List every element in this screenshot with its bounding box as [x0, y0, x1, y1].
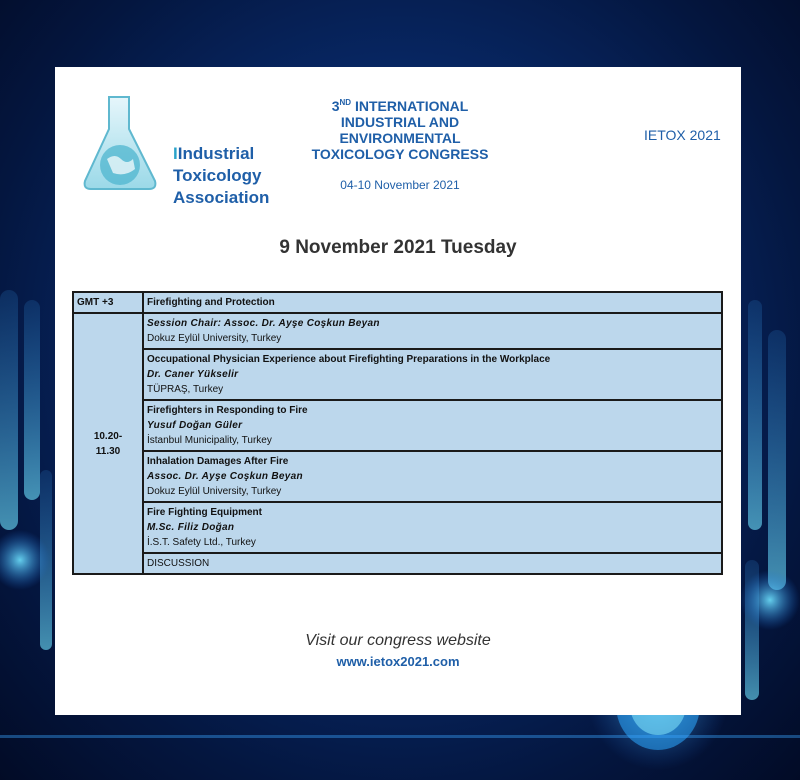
talk-speaker: Yusuf Doğan Güler [147, 420, 243, 431]
session-title-cell: Firefighting and Protection [143, 292, 722, 313]
talk-cell [143, 502, 722, 553]
talk-title: Occupational Physician Experience about Firefighting Preparations in the Workplace [147, 354, 551, 365]
talk-speaker: M.Sc. Filiz Doğan [147, 522, 235, 533]
program-card [55, 67, 741, 715]
talk-affiliation: İstanbul Municipality, Turkey [147, 435, 272, 446]
left-test-tubes-icon [0, 290, 52, 650]
time-cell: 10.20- 11.30 [73, 313, 143, 574]
table-row [73, 349, 722, 400]
congress-short-name: IETOX 2021 [644, 127, 721, 143]
talk-speaker: Dr. Caner Yükselir [147, 369, 239, 380]
talk-title: Firefighters in Responding to Fire [147, 405, 308, 416]
congress-title [295, 95, 505, 162]
table-row [73, 451, 722, 502]
chair-affiliation: Dokuz Eylül University, Turkey [147, 333, 282, 344]
table-row [73, 313, 722, 349]
flask-globe-icon [77, 93, 167, 193]
table-row [73, 400, 722, 451]
logo-line-association: Association [173, 188, 270, 207]
talk-cell [143, 451, 722, 502]
table-row [73, 502, 722, 553]
visit-website-text: Visit our congress website [305, 632, 491, 649]
congress-dates: 04-10 November 2021 [340, 178, 460, 192]
logo-line-toxicology: Toxicology [173, 166, 262, 185]
association-name [173, 143, 269, 209]
talk-speaker: Assoc. Dr. Ayşe Coşkun Beyan [147, 471, 303, 482]
session-chair: Session Chair: Assoc. Dr. Ayşe Coşkun Beyan [147, 318, 380, 329]
talk-cell [143, 349, 722, 400]
session-chair-cell [143, 313, 722, 349]
talk-cell [143, 400, 722, 451]
website-link[interactable]: www.ietox2021.com [336, 654, 460, 669]
schedule-table [72, 291, 723, 575]
congress-line-4: TOXICOLOGY CONGRESS [311, 146, 489, 162]
timezone-cell: GMT +3 [73, 292, 143, 313]
talk-affiliation: TÜPRAŞ, Turkey [147, 384, 224, 395]
talk-title: Inhalation Damages After Fire [147, 456, 289, 467]
day-title: 9 November 2021 Tuesday [279, 237, 517, 258]
congress-line-3: ENVIRONMENTAL [339, 130, 461, 146]
talk-affiliation: İ.S.T. Safety Ltd., Turkey [147, 537, 256, 548]
right-test-tubes-icon [740, 300, 800, 700]
congress-line-2: INDUSTRIAL AND [340, 114, 460, 130]
table-row [73, 553, 722, 574]
talk-affiliation: Dokuz Eylül University, Turkey [147, 486, 282, 497]
talk-title: Fire Fighting Equipment [147, 507, 262, 518]
discussion-cell: DISCUSSION [143, 553, 722, 574]
congress-line-1: 3ND INTERNATIONAL [331, 98, 469, 114]
association-logo [77, 93, 270, 207]
table-row [73, 292, 722, 313]
logo-line-industrial: IIndustrial [173, 144, 255, 163]
